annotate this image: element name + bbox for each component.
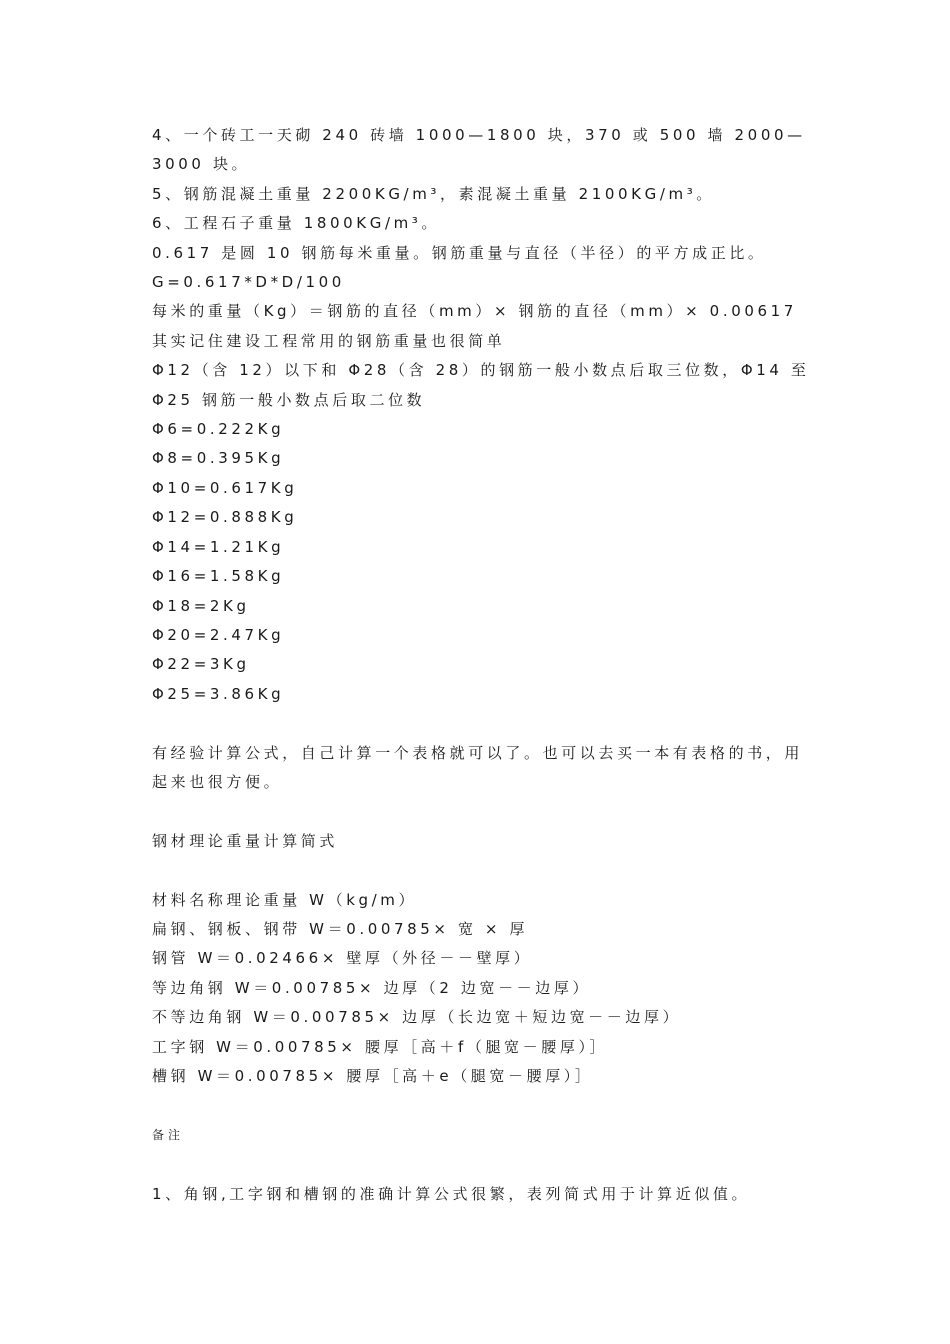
text-line: Φ12（含 12）以下和 Φ28（含 28）的钢筋一般小数点后取三位数，Φ14 至	[152, 361, 810, 380]
note-item: 1、角钢,工字钢和槽钢的准确计算公式很繁，表列简式用于计算近似值。	[152, 1184, 751, 1203]
formula-line: 等边角钢 W＝0.00785× 边厚（2 边宽－－边厚）	[152, 978, 592, 997]
rebar-weight-item: Φ6=0.222Kg	[152, 420, 285, 439]
text-line: 0.617 是圆 10 钢筋每米重量。钢筋重量与直径（半径）的平方成正比。	[152, 243, 767, 262]
text-line: Φ25 钢筋一般小数点后取二位数	[152, 390, 426, 409]
text-line: 5、钢筋混凝土重量 2200KG/m³，素混凝土重量 2100KG/m³。	[152, 184, 715, 203]
formula-line: 工字钢 W＝0.00785× 腰厚［高＋f（腿宽－腰厚）］	[152, 1037, 609, 1056]
rebar-weight-item: Φ25=3.86Kg	[152, 684, 285, 703]
note-title: 备注	[152, 1127, 185, 1142]
document-body	[152, 121, 812, 1209]
spacer	[152, 856, 812, 885]
section-heading: 钢材理论重量计算简式	[152, 831, 339, 850]
rebar-weight-item: Φ8=0.395Kg	[152, 449, 285, 468]
rebar-weight-item: Φ20=2.47Kg	[152, 625, 285, 644]
formula-line: 槽钢 W＝0.00785× 腰厚［高＋e（腿宽－腰厚）］	[152, 1066, 594, 1085]
text-line: 其实记住建设工程常用的钢筋重量也很简单	[152, 331, 506, 350]
formula-line: 扁钢、钢板、钢带 W＝0.00785× 宽 × 厚	[152, 919, 529, 938]
spacer	[152, 797, 812, 826]
rebar-weight-item: Φ10=0.617Kg	[152, 478, 298, 497]
formula-line: 不等边角钢 W＝0.00785× 边厚（长边宽＋短边宽－－边厚）	[152, 1008, 682, 1027]
text-line: 4、一个砖工一天砌 240 砖墙 1000—1800 块，370 或 500 墙 2000—3000 块。	[152, 126, 806, 174]
rebar-weight-item: Φ12=0.888Kg	[152, 508, 298, 527]
formula-header: 材料名称理论重量 W（kg/m）	[152, 890, 418, 909]
formula-line: 每米的重量（Kg）＝钢筋的直径（mm）× 钢筋的直径（mm）× 0.00617	[152, 302, 797, 321]
rebar-weight-item: Φ22=3Kg	[152, 655, 250, 674]
rebar-weight-item: Φ16=1.58Kg	[152, 567, 285, 586]
rebar-weight-item: Φ14=1.21Kg	[152, 537, 285, 556]
spacer	[152, 1091, 812, 1120]
spacer	[152, 1150, 812, 1179]
spacer	[152, 709, 812, 738]
rebar-weight-item: Φ18=2Kg	[152, 596, 250, 615]
formula-line: G=0.617*D*D/100	[152, 273, 345, 292]
paragraph: 有经验计算公式，自己计算一个表格就可以了。也可以去买一本有表格的书，用起来也很方便。	[152, 743, 804, 791]
formula-line: 钢管 W＝0.02466× 壁厚（外径－－壁厚）	[152, 949, 533, 968]
text-line: 6、工程石子重量 1800KG/m³。	[152, 214, 441, 233]
